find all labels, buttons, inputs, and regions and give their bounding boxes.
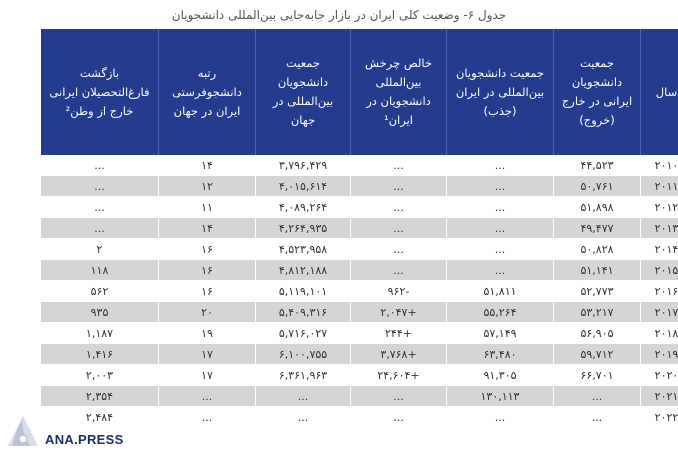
cell-rank: ۱۴ (159, 218, 256, 239)
cell-inbound: ... (447, 176, 554, 197)
cell-rank: ۱۶ (159, 239, 256, 260)
cell-outbound: ۴۹,۴۷۷ (554, 218, 641, 239)
cell-returnees: ۱۱۸ (41, 260, 159, 281)
cell-outbound: ۵۶,۹۰۵ (554, 323, 641, 344)
cell-outbound: ۵۱,۱۴۱ (554, 260, 641, 281)
cell-inbound: ... (447, 155, 554, 176)
cell-inbound: ۵۵,۲۶۴ (447, 302, 554, 323)
table-body (41, 155, 678, 428)
cell-inbound: ۵۱,۸۱۱ (447, 281, 554, 302)
cell-year: ۲۰۱۷ (641, 302, 678, 323)
cell-inbound: ۹۱,۳۰۵ (447, 365, 554, 386)
cell-net-flow: ... (351, 260, 447, 281)
cell-world-total: ۴,۰۱۵,۶۱۴ (256, 176, 351, 197)
cell-returnees: ... (41, 155, 159, 176)
table-row (41, 323, 678, 344)
cell-net-flow: ... (351, 197, 447, 218)
cell-net-flow: +۲۴,۶۰۴ (351, 365, 447, 386)
cell-world-total: ۵,۷۱۶,۰۲۷ (256, 323, 351, 344)
cell-year: ۲۰۱۱ (641, 176, 678, 197)
cell-inbound: ... (447, 239, 554, 260)
cell-outbound: ... (554, 407, 641, 428)
cell-year: ۲۰۱۴ (641, 239, 678, 260)
cell-outbound: ۵۰,۷۶۱ (554, 176, 641, 197)
cell-world-total: ۴,۵۲۳,۹۵۸ (256, 239, 351, 260)
cell-returnees: ۲,۴۸۴ (41, 407, 159, 428)
cell-net-flow: ... (351, 386, 447, 407)
cell-inbound: ... (447, 260, 554, 281)
cell-inbound: ۵۷,۱۴۹ (447, 323, 554, 344)
cell-net-flow: +۲۴۴ (351, 323, 447, 344)
cell-world-total: ۳,۷۹۶,۴۲۹ (256, 155, 351, 176)
cell-outbound: ۵۰,۸۲۸ (554, 239, 641, 260)
cell-rank: ۱۶ (159, 260, 256, 281)
cell-year: ۲۰۲۱ (641, 386, 678, 407)
cell-net-flow: ... (351, 239, 447, 260)
cell-world-total: ۴,۸۱۲,۱۸۸ (256, 260, 351, 281)
cell-inbound: ۱۳۰,۱۱۳ (447, 386, 554, 407)
header-returnees: بازگشت فارغ‌التحصیلان ایرانی خارج از وطن² (41, 29, 159, 155)
cell-world-total: ۶,۱۰۰,۷۵۵ (256, 344, 351, 365)
cell-world-total: ۵,۱۱۹,۱۰۱ (256, 281, 351, 302)
cell-net-flow: ... (351, 218, 447, 239)
cell-rank: ... (159, 407, 256, 428)
table-row (41, 365, 678, 386)
cell-year: ۲۰۲۲ (641, 407, 678, 428)
table-row (41, 302, 678, 323)
table-row (41, 260, 678, 281)
cell-net-flow: ... (351, 407, 447, 428)
header-net-flow: خالص چرخش بین‌المللی دانشجویان در ایران¹ (351, 29, 447, 155)
table-caption: جدول ۶- وضعیت کلی ایران در بازار جابه‌جایی بین‌المللی دانشجویان (171, 8, 507, 22)
cell-rank: ۱۷ (159, 365, 256, 386)
cell-outbound: ۵۲,۷۷۳ (554, 281, 641, 302)
header-world-total: جمعیت دانشجویان بین‌المللی در جهان (256, 29, 351, 155)
cell-net-flow: ... (351, 176, 447, 197)
cell-year: ۲۰۲۰ (641, 365, 678, 386)
cell-net-flow: -۹۶۲ (351, 281, 447, 302)
table-row (41, 344, 678, 365)
cell-rank: ۱۲ (159, 176, 256, 197)
table-row (41, 197, 678, 218)
cell-rank: ۱۷ (159, 344, 256, 365)
cell-year: ۲۰۱۹ (641, 344, 678, 365)
cell-inbound: ۶۳,۴۸۰ (447, 344, 554, 365)
students-table (41, 29, 678, 428)
cell-rank: ۱۴ (159, 155, 256, 176)
cell-inbound: ... (447, 407, 554, 428)
cell-outbound: ۴۴,۵۲۳ (554, 155, 641, 176)
cell-returnees: ... (41, 218, 159, 239)
cell-rank: ۱۶ (159, 281, 256, 302)
cell-net-flow: +۲,۰۴۷ (351, 302, 447, 323)
cell-world-total: ۴,۰۸۹,۲۶۴ (256, 197, 351, 218)
cell-returnees: ۱,۱۸۷ (41, 323, 159, 344)
table-row (41, 386, 678, 407)
table-row (41, 155, 678, 176)
cell-year: ۲۰۱۰ (641, 155, 678, 176)
cell-returnees: ... (41, 197, 159, 218)
cell-inbound: ... (447, 218, 554, 239)
ana-logo-icon (4, 414, 42, 450)
cell-returnees: ۲,۳۵۴ (41, 386, 159, 407)
cell-rank: ۱۱ (159, 197, 256, 218)
cell-outbound: ۵۱,۸۹۸ (554, 197, 641, 218)
cell-returnees: ۲ (41, 239, 159, 260)
brand-name: ANA.PRESS (45, 432, 124, 447)
header-inbound: جمعیت دانشجویان بین‌المللی در ایران (جذب) (447, 29, 554, 155)
cell-returnees: ۲,۰۰۳ (41, 365, 159, 386)
cell-year: ۲۰۱۵ (641, 260, 678, 281)
cell-outbound: ۵۳,۲۱۷ (554, 302, 641, 323)
table-row (41, 239, 678, 260)
cell-year: ۲۰۱۲ (641, 197, 678, 218)
cell-world-total: ۴,۲۶۴,۹۳۵ (256, 218, 351, 239)
cell-world-total: ... (256, 386, 351, 407)
header-row (41, 29, 678, 155)
cell-outbound: ۵۹,۷۱۲ (554, 344, 641, 365)
cell-world-total: ... (256, 407, 351, 428)
cell-net-flow: +۳,۷۶۸ (351, 344, 447, 365)
table-row (41, 176, 678, 197)
cell-rank: ۱۹ (159, 323, 256, 344)
cell-returnees: ... (41, 176, 159, 197)
cell-world-total: ۵,۴۰۹,۳۱۶ (256, 302, 351, 323)
header-outbound: جمعیت دانشجویان ایرانی در خارج (خروج) (554, 29, 641, 155)
cell-world-total: ۶,۳۶۱,۹۶۳ (256, 365, 351, 386)
cell-rank: ۲۰ (159, 302, 256, 323)
table-row (41, 218, 678, 239)
cell-year: ۲۰۱۶ (641, 281, 678, 302)
header-rank: رتبه دانشجوفرستی ایران در جهان (159, 29, 256, 155)
cell-inbound: ... (447, 197, 554, 218)
table-row (41, 281, 678, 302)
cell-outbound: ۶۶,۷۰۱ (554, 365, 641, 386)
cell-returnees: ۱,۴۱۶ (41, 344, 159, 365)
cell-year: ۲۰۱۸ (641, 323, 678, 344)
cell-year: ۲۰۱۳ (641, 218, 678, 239)
header-year: سال (641, 29, 678, 155)
cell-outbound: ... (554, 386, 641, 407)
cell-rank: ... (159, 386, 256, 407)
cell-returnees: ۵۶۲ (41, 281, 159, 302)
table-row (41, 407, 678, 428)
cell-returnees: ۹۳۵ (41, 302, 159, 323)
cell-net-flow: ... (351, 155, 447, 176)
